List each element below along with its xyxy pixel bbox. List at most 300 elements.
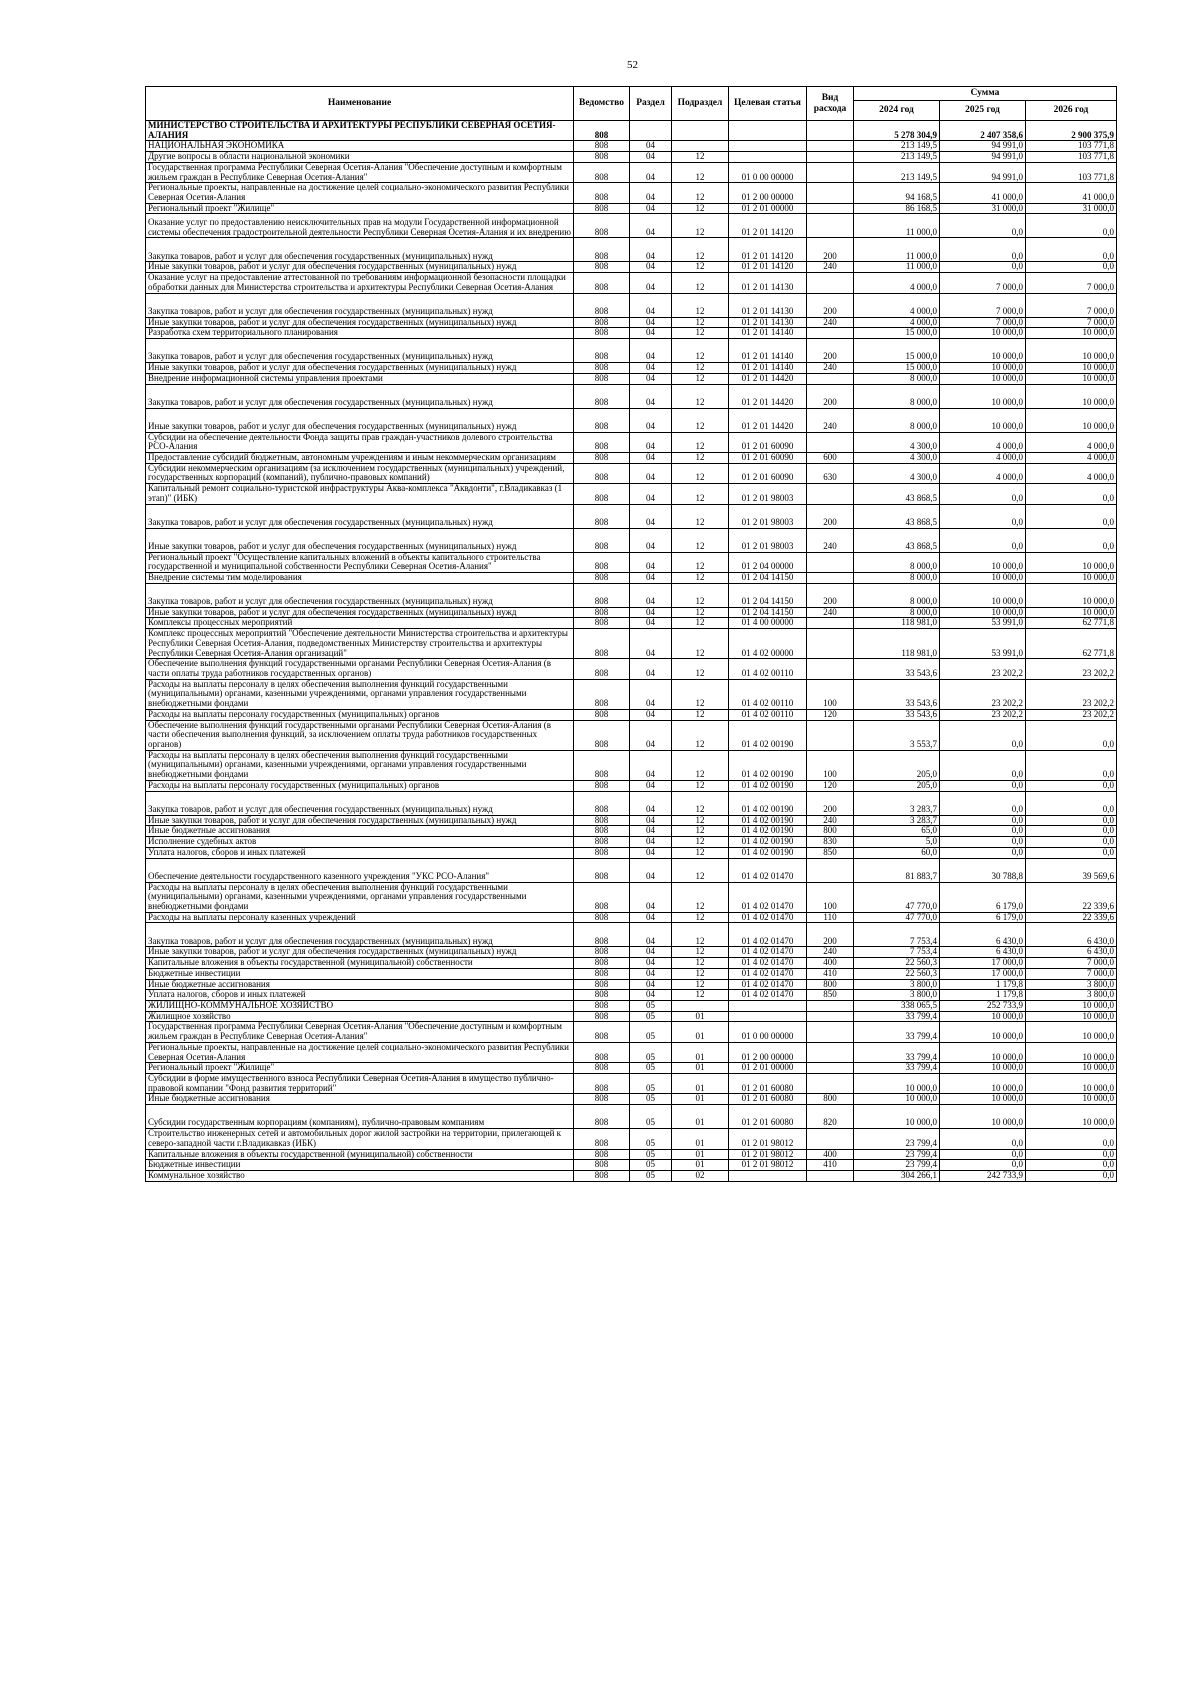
- row-expense-type: [807, 432, 854, 452]
- row-section: 04: [630, 847, 672, 858]
- row-amount-2025: 252 733,9: [940, 1000, 1026, 1011]
- row-amount-2026: 7 000,0: [1026, 968, 1117, 979]
- row-name: Коммунальное хозяйство: [146, 1171, 574, 1182]
- row-name: Иные закупки товаров, работ и услуг для обеспечения государственных (муниципальных) нужд: [146, 815, 574, 826]
- row-subsection: 12: [672, 679, 729, 709]
- row-section: 04: [630, 384, 672, 408]
- row-subsection: 12: [672, 463, 729, 483]
- row-name: Обеспечение деятельности государственного казенного учреждения "УКС РСО-Алания": [146, 858, 574, 882]
- row-amount-2025: 0,0: [940, 791, 1026, 815]
- table-row: [146, 572, 1117, 583]
- row-amount-2024: 33 799,4: [854, 1011, 940, 1022]
- row-subsection: 12: [672, 990, 729, 1001]
- row-section: 04: [630, 293, 672, 317]
- row-amount-2026: 0,0: [1026, 1129, 1117, 1149]
- table-row: [146, 858, 1117, 882]
- row-amount-2024: 7 753,4: [854, 947, 940, 958]
- row-amount-2025: 0,0: [940, 262, 1026, 273]
- row-section: 04: [630, 750, 672, 780]
- row-amount-2024: 11 000,0: [854, 214, 940, 238]
- row-target: 01 2 01 14140: [729, 363, 807, 374]
- row-amount-2026: 0,0: [1026, 528, 1117, 552]
- row-expense-type: [807, 214, 854, 238]
- row-expense-type: 120: [807, 780, 854, 791]
- table-row: [146, 408, 1117, 432]
- row-expense-type: 240: [807, 262, 854, 273]
- page-number: 52: [627, 59, 638, 71]
- row-target: 01 0 00 00000: [729, 1022, 807, 1042]
- row-target: [729, 152, 807, 163]
- row-amount-2024: 10 000,0: [854, 1074, 940, 1094]
- row-amount-2026: 103 771,8: [1026, 162, 1117, 182]
- row-name: Разработка схем территориального планирования: [146, 328, 574, 339]
- row-expense-type: [807, 858, 854, 882]
- row-expense-type: 100: [807, 750, 854, 780]
- row-name: Закупка товаров, работ и услуг для обеспечения государственных (муниципальных) нужд: [146, 504, 574, 528]
- table-row: [146, 484, 1117, 504]
- row-dept: 808: [574, 780, 630, 791]
- row-amount-2026: 0,0: [1026, 720, 1117, 750]
- row-section: [630, 121, 672, 141]
- row-expense-type: 120: [807, 709, 854, 720]
- table-row: [146, 1011, 1117, 1022]
- row-name: Бюджетные инвестиции: [146, 968, 574, 979]
- row-amount-2024: 15 000,0: [854, 363, 940, 374]
- row-subsection: 12: [672, 618, 729, 629]
- row-section: 05: [630, 1063, 672, 1074]
- table-row: [146, 990, 1117, 1001]
- table-row: [146, 1063, 1117, 1074]
- row-section: 04: [630, 141, 672, 152]
- row-section: 04: [630, 528, 672, 552]
- row-amount-2025: 1 179,8: [940, 979, 1026, 990]
- row-subsection: 12: [672, 780, 729, 791]
- row-target: 01 2 01 14130: [729, 293, 807, 317]
- row-amount-2026: 10 000,0: [1026, 1105, 1117, 1129]
- row-amount-2026: 0,0: [1026, 837, 1117, 848]
- row-amount-2025: 10 000,0: [940, 384, 1026, 408]
- row-name: Региональные проекты, направленные на достижение целей социально-экономического развития Республики Северная Осетия-Алания: [146, 183, 574, 203]
- row-subsection: 12: [672, 750, 729, 780]
- row-dept: 808: [574, 1094, 630, 1105]
- row-subsection: 12: [672, 968, 729, 979]
- table-row: [146, 847, 1117, 858]
- row-name: Расходы на выплаты персоналу в целях обеспечения выполнения функций государственными (муниципальными) органами, казенными учреждениями, органами управления государственными внебюджетными фондами: [146, 882, 574, 912]
- row-name: Государственная программа Республики Северная Осетия-Алания "Обеспечение доступным и комфортным жильем граждан в Республике Северная Осетия-Алания": [146, 1022, 574, 1042]
- row-section: 04: [630, 363, 672, 374]
- row-subsection: 12: [672, 826, 729, 837]
- header-year-2026: 2026 год: [1026, 101, 1117, 121]
- row-amount-2026: 39 569,6: [1026, 858, 1117, 882]
- row-subsection: 01: [672, 1129, 729, 1149]
- row-amount-2024: 86 168,5: [854, 203, 940, 214]
- row-name: Комплекс процессных мероприятий "Обеспечение деятельности Министерства строительства и архитектуры Республики Северная Осетия-Алания, подведомственных Министерству строительства и архитектуры Республики Северная Осетия-Алания организаций": [146, 629, 574, 659]
- row-amount-2026: 6 430,0: [1026, 947, 1117, 958]
- row-section: 04: [630, 373, 672, 384]
- row-target: 01 2 01 14120: [729, 238, 807, 262]
- row-amount-2025: 0,0: [940, 504, 1026, 528]
- row-target: 01 4 02 00190: [729, 750, 807, 780]
- table-row: [146, 552, 1117, 572]
- row-section: 05: [630, 1011, 672, 1022]
- row-amount-2024: 8 000,0: [854, 583, 940, 607]
- row-amount-2024: 8 000,0: [854, 607, 940, 618]
- table-row: [146, 1074, 1117, 1094]
- row-amount-2025: 41 000,0: [940, 183, 1026, 203]
- row-target: [729, 121, 807, 141]
- row-amount-2026: 10 000,0: [1026, 373, 1117, 384]
- row-amount-2025: 6 179,0: [940, 882, 1026, 912]
- table-row: [146, 384, 1117, 408]
- row-section: 04: [630, 923, 672, 947]
- row-amount-2026: 62 771,8: [1026, 618, 1117, 629]
- row-amount-2024: 213 149,5: [854, 141, 940, 152]
- table-row: [146, 607, 1117, 618]
- row-amount-2025: 0,0: [940, 238, 1026, 262]
- row-amount-2026: 0,0: [1026, 214, 1117, 238]
- row-subsection: 12: [672, 452, 729, 463]
- row-amount-2026: 10 000,0: [1026, 339, 1117, 363]
- row-dept: 808: [574, 1063, 630, 1074]
- row-amount-2026: 10 000,0: [1026, 1063, 1117, 1074]
- row-amount-2025: 10 000,0: [940, 583, 1026, 607]
- row-name: Предоставление субсидий бюджетным, автономным учреждениям и иным некоммерческим организациям: [146, 452, 574, 463]
- row-subsection: 12: [672, 384, 729, 408]
- row-section: 05: [630, 1129, 672, 1149]
- row-name: Расходы на выплаты персоналу государственных (муниципальных) органов: [146, 780, 574, 791]
- row-dept: 808: [574, 1171, 630, 1182]
- row-amount-2024: 10 000,0: [854, 1105, 940, 1129]
- row-amount-2025: 10 000,0: [940, 572, 1026, 583]
- row-expense-type: [807, 1000, 854, 1011]
- row-section: 04: [630, 882, 672, 912]
- row-amount-2024: 4 000,0: [854, 293, 940, 317]
- row-amount-2024: 81 883,7: [854, 858, 940, 882]
- row-amount-2025: 17 000,0: [940, 958, 1026, 969]
- row-dept: 808: [574, 1105, 630, 1129]
- row-subsection: 01: [672, 1105, 729, 1129]
- row-target: 01 2 01 98003: [729, 528, 807, 552]
- row-subsection: 01: [672, 1094, 729, 1105]
- row-name: Капитальный ремонт социально-туристской инфраструктуры Аква-комплекса "Аквдонти", г.Владикавказ (1 этап)" (ИБК): [146, 484, 574, 504]
- row-dept: 808: [574, 214, 630, 238]
- row-target: 01 4 02 00110: [729, 709, 807, 720]
- row-target: 01 2 00 00000: [729, 1042, 807, 1062]
- table-row: [146, 328, 1117, 339]
- row-amount-2025: 94 991,0: [940, 141, 1026, 152]
- row-amount-2025: 7 000,0: [940, 293, 1026, 317]
- row-amount-2026: 7 000,0: [1026, 273, 1117, 293]
- row-target: 01 2 01 14140: [729, 328, 807, 339]
- table-row: [146, 979, 1117, 990]
- budget-table: [145, 86, 1117, 1182]
- row-section: 04: [630, 583, 672, 607]
- table-row: [146, 339, 1117, 363]
- row-target: 01 2 04 14150: [729, 572, 807, 583]
- row-subsection: 12: [672, 293, 729, 317]
- row-amount-2024: 11 000,0: [854, 262, 940, 273]
- row-name: Жилищное хозяйство: [146, 1011, 574, 1022]
- row-amount-2024: 10 000,0: [854, 1094, 940, 1105]
- row-amount-2025: 30 788,8: [940, 858, 1026, 882]
- row-target: 01 2 01 14420: [729, 384, 807, 408]
- row-expense-type: 630: [807, 463, 854, 483]
- table-row: [146, 750, 1117, 780]
- row-dept: 808: [574, 121, 630, 141]
- row-amount-2026: 10 000,0: [1026, 1000, 1117, 1011]
- row-amount-2024: 4 000,0: [854, 317, 940, 328]
- row-expense-type: 240: [807, 363, 854, 374]
- row-dept: 808: [574, 1160, 630, 1171]
- row-amount-2025: 10 000,0: [940, 1011, 1026, 1022]
- row-amount-2025: 0,0: [940, 780, 1026, 791]
- row-name: Закупка товаров, работ и услуг для обеспечения государственных (муниципальных) нужд: [146, 384, 574, 408]
- row-subsection: 01: [672, 1011, 729, 1022]
- row-target: 01 4 02 01470: [729, 882, 807, 912]
- row-amount-2025: 31 000,0: [940, 203, 1026, 214]
- row-amount-2024: 205,0: [854, 750, 940, 780]
- row-dept: 808: [574, 162, 630, 182]
- row-amount-2025: 10 000,0: [940, 552, 1026, 572]
- row-dept: 808: [574, 979, 630, 990]
- row-amount-2024: 33 543,6: [854, 659, 940, 679]
- row-expense-type: [807, 328, 854, 339]
- row-amount-2025: 6 430,0: [940, 923, 1026, 947]
- row-amount-2024: 213 149,5: [854, 152, 940, 163]
- row-target: [729, 141, 807, 152]
- row-amount-2026: 23 202,2: [1026, 679, 1117, 709]
- table-row: [146, 273, 1117, 293]
- row-amount-2026: 0,0: [1026, 1160, 1117, 1171]
- row-expense-type: 800: [807, 1094, 854, 1105]
- header-expense-type: Вид расхода: [807, 87, 854, 121]
- row-target: 01 2 00 00000: [729, 183, 807, 203]
- row-amount-2024: 11 000,0: [854, 238, 940, 262]
- row-amount-2024: 5 278 304,9: [854, 121, 940, 141]
- row-amount-2026: 7 000,0: [1026, 293, 1117, 317]
- table-row: [146, 826, 1117, 837]
- row-amount-2026: 0,0: [1026, 780, 1117, 791]
- row-amount-2025: 4 000,0: [940, 463, 1026, 483]
- table-row: [146, 373, 1117, 384]
- row-target: 01 2 01 14120: [729, 262, 807, 273]
- row-dept: 808: [574, 923, 630, 947]
- table-row: [146, 882, 1117, 912]
- row-amount-2026: 2 900 375,9: [1026, 121, 1117, 141]
- row-section: 04: [630, 858, 672, 882]
- row-expense-type: 400: [807, 1149, 854, 1160]
- row-subsection: 12: [672, 552, 729, 572]
- row-amount-2024: 33 543,6: [854, 679, 940, 709]
- row-target: 01 2 01 14130: [729, 317, 807, 328]
- row-expense-type: 200: [807, 238, 854, 262]
- row-subsection: 12: [672, 408, 729, 432]
- row-amount-2024: 3 800,0: [854, 990, 940, 1001]
- row-amount-2025: 10 000,0: [940, 328, 1026, 339]
- row-name: Субсидии государственным корпорациям (компаниям), публично-правовым компаниям: [146, 1105, 574, 1129]
- table-row: [146, 317, 1117, 328]
- row-section: 04: [630, 162, 672, 182]
- row-section: 04: [630, 780, 672, 791]
- row-amount-2024: 23 799,4: [854, 1160, 940, 1171]
- row-subsection: 12: [672, 373, 729, 384]
- row-amount-2024: 94 168,5: [854, 183, 940, 203]
- row-name: Региональный проект "Жилище": [146, 1063, 574, 1074]
- table-row: [146, 709, 1117, 720]
- row-amount-2026: 0,0: [1026, 1149, 1117, 1160]
- row-target: 01 2 01 60090: [729, 452, 807, 463]
- row-amount-2025: 7 000,0: [940, 273, 1026, 293]
- row-amount-2024: 47 770,0: [854, 912, 940, 923]
- row-name: Расходы на выплаты персоналу в целях обеспечения выполнения функций государственными (муниципальными) органами, казенными учреждениями, органами управления государственными внебюджетными фондами: [146, 679, 574, 709]
- row-dept: 808: [574, 858, 630, 882]
- row-amount-2024: 23 799,4: [854, 1129, 940, 1149]
- row-amount-2024: 338 065,5: [854, 1000, 940, 1011]
- row-subsection: 12: [672, 837, 729, 848]
- row-target: 01 2 01 14130: [729, 273, 807, 293]
- row-expense-type: 600: [807, 452, 854, 463]
- row-amount-2025: 0,0: [940, 847, 1026, 858]
- row-name: Субсидии в форме имущественного взноса Республики Северная Осетия-Алания в имущество публично-правовой компании "Фонд развития территорий": [146, 1074, 574, 1094]
- row-amount-2025: 94 991,0: [940, 152, 1026, 163]
- row-expense-type: 400: [807, 958, 854, 969]
- row-dept: 808: [574, 847, 630, 858]
- row-dept: 808: [574, 463, 630, 483]
- row-dept: 808: [574, 1042, 630, 1062]
- row-section: 04: [630, 815, 672, 826]
- row-amount-2024: 8 000,0: [854, 552, 940, 572]
- row-amount-2026: 7 000,0: [1026, 317, 1117, 328]
- row-target: 01 2 01 00000: [729, 203, 807, 214]
- row-amount-2026: 0,0: [1026, 750, 1117, 780]
- row-target: 01 4 02 01470: [729, 990, 807, 1001]
- row-subsection: 12: [672, 504, 729, 528]
- row-subsection: 12: [672, 882, 729, 912]
- table-row: [146, 152, 1117, 163]
- row-section: 04: [630, 552, 672, 572]
- row-dept: 808: [574, 990, 630, 1001]
- row-expense-type: 200: [807, 583, 854, 607]
- row-amount-2026: 10 000,0: [1026, 408, 1117, 432]
- row-target: 01 2 01 60080: [729, 1105, 807, 1129]
- row-target: 01 2 04 14150: [729, 583, 807, 607]
- row-section: 05: [630, 1022, 672, 1042]
- header-sum: Сумма: [854, 87, 1117, 101]
- row-section: 04: [630, 720, 672, 750]
- row-target: 01 4 02 00110: [729, 679, 807, 709]
- row-expense-type: 200: [807, 339, 854, 363]
- table-row: [146, 432, 1117, 452]
- row-subsection: 12: [672, 607, 729, 618]
- row-dept: 808: [574, 384, 630, 408]
- row-dept: 808: [574, 826, 630, 837]
- row-amount-2024: 33 799,4: [854, 1063, 940, 1074]
- row-target: 01 4 02 00190: [729, 837, 807, 848]
- row-dept: 808: [574, 1129, 630, 1149]
- row-section: 05: [630, 1000, 672, 1011]
- table-row: [146, 1171, 1117, 1182]
- row-subsection: 12: [672, 709, 729, 720]
- row-amount-2024: 8 000,0: [854, 408, 940, 432]
- row-name: Иные закупки товаров, работ и услуг для обеспечения государственных (муниципальных) нужд: [146, 317, 574, 328]
- row-dept: 808: [574, 583, 630, 607]
- row-expense-type: [807, 203, 854, 214]
- row-target: 01 2 01 60080: [729, 1094, 807, 1105]
- row-target: 01 2 04 14150: [729, 607, 807, 618]
- row-expense-type: 240: [807, 947, 854, 958]
- row-dept: 808: [574, 607, 630, 618]
- row-dept: 808: [574, 152, 630, 163]
- row-amount-2026: 10 000,0: [1026, 328, 1117, 339]
- row-name: Оказание услуг по предоставлению неисключительных прав на модули Государственной информационной системы обеспечения градостроительной деятельности Республики Северная Осетия-Алания и их внедрению: [146, 214, 574, 238]
- row-amount-2026: 10 000,0: [1026, 583, 1117, 607]
- row-expense-type: [807, 121, 854, 141]
- row-amount-2024: 4 300,0: [854, 452, 940, 463]
- row-amount-2024: 23 799,4: [854, 1149, 940, 1160]
- row-target: 01 2 01 60090: [729, 463, 807, 483]
- row-name: Исполнение судебных актов: [146, 837, 574, 848]
- row-section: 04: [630, 659, 672, 679]
- row-amount-2025: 4 000,0: [940, 452, 1026, 463]
- row-amount-2024: 118 981,0: [854, 618, 940, 629]
- row-target: 01 4 02 00190: [729, 791, 807, 815]
- row-amount-2024: 47 770,0: [854, 882, 940, 912]
- row-dept: 808: [574, 659, 630, 679]
- header-year-2024: 2024 год: [854, 101, 940, 121]
- row-subsection: 12: [672, 947, 729, 958]
- table-row: [146, 203, 1117, 214]
- row-dept: 808: [574, 528, 630, 552]
- row-amount-2026: 10 000,0: [1026, 1042, 1117, 1062]
- row-amount-2026: 7 000,0: [1026, 958, 1117, 969]
- row-dept: 808: [574, 1074, 630, 1094]
- row-expense-type: 800: [807, 826, 854, 837]
- row-amount-2025: 0,0: [940, 1129, 1026, 1149]
- row-dept: 808: [574, 1011, 630, 1022]
- row-expense-type: 240: [807, 528, 854, 552]
- row-section: 05: [630, 1149, 672, 1160]
- row-expense-type: [807, 1022, 854, 1042]
- row-amount-2025: 0,0: [940, 1149, 1026, 1160]
- row-amount-2025: 1 179,8: [940, 990, 1026, 1001]
- row-dept: 808: [574, 709, 630, 720]
- row-amount-2025: 0,0: [940, 484, 1026, 504]
- row-amount-2024: 4 300,0: [854, 432, 940, 452]
- row-subsection: 12: [672, 815, 729, 826]
- row-dept: 808: [574, 484, 630, 504]
- row-amount-2025: 10 000,0: [940, 373, 1026, 384]
- row-amount-2025: 17 000,0: [940, 968, 1026, 979]
- table-row: [146, 1022, 1117, 1042]
- row-section: 04: [630, 572, 672, 583]
- row-expense-type: [807, 659, 854, 679]
- row-name: Иные закупки товаров, работ и услуг для обеспечения государственных (муниципальных) нужд: [146, 262, 574, 273]
- row-subsection: 12: [672, 317, 729, 328]
- row-subsection: 12: [672, 484, 729, 504]
- row-expense-type: 240: [807, 815, 854, 826]
- row-amount-2026: 10 000,0: [1026, 384, 1117, 408]
- row-amount-2026: 3 800,0: [1026, 979, 1117, 990]
- row-amount-2025: 10 000,0: [940, 1063, 1026, 1074]
- table-row: [146, 618, 1117, 629]
- table-row: [146, 659, 1117, 679]
- row-target: 01 4 02 00190: [729, 780, 807, 791]
- row-target: 01 2 01 00000: [729, 1063, 807, 1074]
- row-amount-2026: 0,0: [1026, 484, 1117, 504]
- row-subsection: 12: [672, 583, 729, 607]
- row-subsection: 01: [672, 1022, 729, 1042]
- table-row: [146, 452, 1117, 463]
